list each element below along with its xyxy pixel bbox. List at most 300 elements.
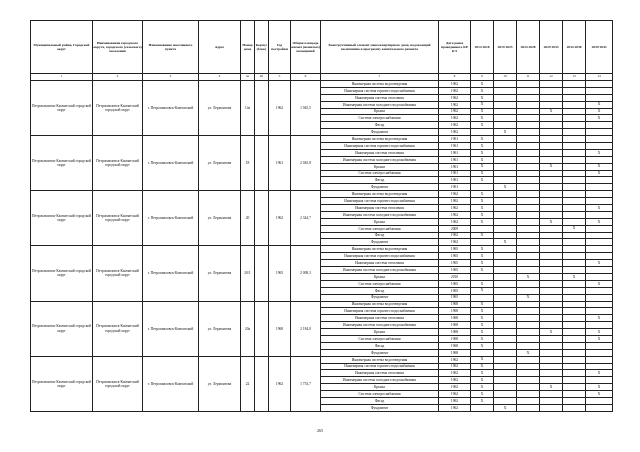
period-mark-cell: X <box>586 329 613 336</box>
period-mark-cell <box>494 322 517 329</box>
district-cell: Петропавловск-Камчатский городской округ <box>31 136 93 191</box>
period-mark-cell <box>494 335 517 342</box>
column-number: 5 <box>269 74 291 81</box>
period-mark-cell <box>563 205 586 212</box>
period-mark-cell: X <box>540 329 563 336</box>
column-header: Наименование населенного пункта <box>143 21 199 74</box>
period-mark-cell <box>517 184 540 191</box>
district-cell: Петропавловск-Камчатский городской округ <box>31 246 93 301</box>
period-mark-cell <box>494 356 517 363</box>
column-header: Адрес <box>199 21 241 74</box>
element-cell: Инженерная система холодного водоснабжения <box>321 377 439 384</box>
district-cell: Петропавловск-Камчатский городской округ <box>31 301 93 356</box>
period-mark-cell: X <box>471 81 494 88</box>
element-cell: Крыша <box>321 108 439 115</box>
period-mark-cell <box>517 384 540 391</box>
period-mark-cell <box>540 246 563 253</box>
period-mark-cell <box>586 287 613 294</box>
period-mark-cell <box>563 170 586 177</box>
repair-date-cell: 1965 <box>439 294 471 301</box>
address-cell: ул. Лермонтова <box>199 356 241 411</box>
period-mark-cell <box>517 143 540 150</box>
period-mark-cell <box>586 308 613 315</box>
municipality-cell: Петропавловск-Камчатский городской округ <box>93 81 143 136</box>
period-mark-cell <box>586 294 613 301</box>
period-mark-cell <box>517 81 540 88</box>
repair-date-cell: 1962 <box>439 198 471 205</box>
element-cell: Инженерная система водоотведения <box>321 301 439 308</box>
column-number: 1 <box>31 74 93 81</box>
column-header: Дата ранее проведенного КР КЭ <box>439 21 471 74</box>
address-cell: ул. Лермонтова <box>199 191 241 246</box>
column-header: 2019 2023 <box>494 21 517 74</box>
period-mark-cell <box>517 122 540 129</box>
period-mark-cell <box>540 122 563 129</box>
period-mark-cell: X <box>471 198 494 205</box>
period-mark-cell <box>586 363 613 370</box>
period-mark-cell <box>494 253 517 260</box>
period-mark-cell <box>540 129 563 136</box>
repair-table <box>30 20 613 412</box>
period-mark-cell: X <box>471 156 494 163</box>
period-mark-cell <box>494 232 517 239</box>
period-mark-cell <box>494 363 517 370</box>
table-row <box>31 191 613 198</box>
period-mark-cell <box>563 177 586 184</box>
repair-date-cell: 2010 <box>439 273 471 280</box>
period-mark-cell <box>494 287 517 294</box>
period-mark-cell <box>586 267 613 274</box>
column-number: 3 <box>143 74 199 81</box>
repair-date-cell: 1968 <box>439 349 471 356</box>
period-mark-cell <box>517 87 540 94</box>
address-cell: ул. Лермонтова <box>199 246 241 301</box>
period-mark-cell <box>540 170 563 177</box>
column-header: 2024 2028 <box>517 21 540 74</box>
period-mark-cell <box>494 177 517 184</box>
period-mark-cell <box>517 342 540 349</box>
period-mark-cell: X <box>471 342 494 349</box>
period-mark-cell <box>517 356 540 363</box>
repair-date-cell: 1968 <box>439 322 471 329</box>
element-cell: Инженерная система холодного водоснабжения <box>321 156 439 163</box>
period-mark-cell <box>563 335 586 342</box>
period-mark-cell <box>563 143 586 150</box>
repair-date-cell: 1968 <box>439 315 471 322</box>
period-mark-cell <box>563 315 586 322</box>
settlement-cell: г. Петропавловск-Камчатский <box>143 301 199 356</box>
capital-repair-program-table <box>30 20 612 412</box>
header-row <box>31 21 613 74</box>
municipality-cell: Петропавловск-Камчатский городской округ <box>93 136 143 191</box>
repair-date-cell: 1968 <box>439 335 471 342</box>
column-number: 11 <box>517 74 540 81</box>
table-row <box>31 246 613 253</box>
period-mark-cell <box>563 149 586 156</box>
element-cell: Инженерная система водоотведения <box>321 81 439 88</box>
repair-date-cell: 1968 <box>439 308 471 315</box>
settlement-cell: г. Петропавловск-Камчатский <box>143 136 199 191</box>
element-cell: Крыша <box>321 218 439 225</box>
address-cell: ул. Лермонтова <box>199 301 241 356</box>
period-mark-cell: X <box>517 294 540 301</box>
period-mark-cell <box>471 129 494 136</box>
period-mark-cell <box>563 211 586 218</box>
period-mark-cell <box>563 377 586 384</box>
area-cell: 2 344,7 <box>291 191 321 246</box>
element-cell: Фасад <box>321 122 439 129</box>
period-mark-cell <box>517 377 540 384</box>
period-mark-cell <box>563 108 586 115</box>
period-mark-cell: X <box>494 184 517 191</box>
period-mark-cell: X <box>471 267 494 274</box>
column-number-row <box>31 74 613 81</box>
element-cell: Фасад <box>321 232 439 239</box>
period-mark-cell <box>517 156 540 163</box>
period-mark-cell <box>563 287 586 294</box>
settlement-cell: г. Петропавловск-Камчатский <box>143 191 199 246</box>
period-mark-cell <box>563 329 586 336</box>
element-cell: Инженерная система водоотведения <box>321 136 439 143</box>
period-mark-cell <box>494 342 517 349</box>
period-mark-cell <box>517 129 540 136</box>
period-mark-cell: X <box>586 260 613 267</box>
period-mark-cell <box>471 294 494 301</box>
period-mark-cell <box>563 356 586 363</box>
period-mark-cell <box>517 363 540 370</box>
settlement-cell: г. Петропавловск-Камчатский <box>143 356 199 411</box>
period-mark-cell <box>563 363 586 370</box>
period-mark-cell <box>563 260 586 267</box>
period-mark-cell <box>586 253 613 260</box>
period-mark-cell <box>563 239 586 246</box>
period-mark-cell <box>563 191 586 198</box>
repair-date-cell: 1962 <box>439 87 471 94</box>
element-cell: Фундамент <box>321 349 439 356</box>
element-cell: Инженерная система отопления <box>321 370 439 377</box>
district-cell: Петропавловск-Камчатский городской округ <box>31 356 93 411</box>
column-header: Наименование городского округа, городского (сельского) поселения <box>93 21 143 74</box>
area-cell: 1 945,5 <box>291 81 321 136</box>
house-number-cell: 22 <box>241 356 255 411</box>
table-header <box>31 21 613 81</box>
repair-date-cell: 1962 <box>439 377 471 384</box>
repair-date-cell: 1962 <box>439 218 471 225</box>
period-mark-cell: X <box>586 115 613 122</box>
period-mark-cell <box>471 239 494 246</box>
period-mark-cell <box>563 87 586 94</box>
period-mark-cell <box>586 136 613 143</box>
period-mark-cell <box>563 198 586 205</box>
period-mark-cell <box>563 349 586 356</box>
element-cell: Инженерная система горячего водоснабжения <box>321 143 439 150</box>
element-cell: Фундамент <box>321 239 439 246</box>
address-cell: ул. Лермонтова <box>199 136 241 191</box>
repair-date-cell: 1965 <box>439 267 471 274</box>
block-cell <box>255 356 269 411</box>
period-mark-cell <box>586 211 613 218</box>
period-mark-cell <box>540 363 563 370</box>
element-cell: Фасад <box>321 177 439 184</box>
repair-date-cell: 1962 <box>439 404 471 411</box>
area-cell: 2 008,3 <box>291 246 321 301</box>
repair-date-cell: 1962 <box>439 122 471 129</box>
element-cell: Инженерная система горячего водоснабжения <box>321 87 439 94</box>
period-mark-cell <box>494 294 517 301</box>
period-mark-cell <box>540 87 563 94</box>
repair-date-cell: 1962 <box>439 108 471 115</box>
period-mark-cell <box>586 356 613 363</box>
period-mark-cell <box>494 94 517 101</box>
period-mark-cell <box>494 101 517 108</box>
period-mark-cell <box>586 377 613 384</box>
table-row <box>31 301 613 308</box>
house-number-cell: 20 <box>241 191 255 246</box>
area-cell: 2 045,8 <box>291 136 321 191</box>
period-mark-cell <box>494 301 517 308</box>
repair-date-cell: 1962 <box>439 81 471 88</box>
period-mark-cell <box>563 384 586 391</box>
period-mark-cell: X <box>586 315 613 322</box>
period-mark-cell <box>586 397 613 404</box>
period-mark-cell <box>563 163 586 170</box>
column-header: Корпус (блок) <box>255 21 269 74</box>
element-cell: Инженерная система водоотведения <box>321 246 439 253</box>
period-mark-cell <box>517 205 540 212</box>
period-mark-cell: X <box>586 218 613 225</box>
period-mark-cell: X <box>471 322 494 329</box>
period-mark-cell: X <box>540 218 563 225</box>
repair-date-cell: 1965 <box>439 280 471 287</box>
period-mark-cell <box>517 163 540 170</box>
column-number: 14 <box>586 74 613 81</box>
period-mark-cell: X <box>471 377 494 384</box>
period-mark-cell <box>563 267 586 274</box>
period-mark-cell: X <box>471 94 494 101</box>
element-cell: Фасад <box>321 397 439 404</box>
repair-date-cell: 1965 <box>439 253 471 260</box>
element-cell: Фундамент <box>321 184 439 191</box>
repair-date-cell: 1962 <box>439 239 471 246</box>
period-mark-cell: X <box>586 391 613 398</box>
period-mark-cell: X <box>471 384 494 391</box>
period-mark-cell <box>540 267 563 274</box>
period-mark-cell <box>494 198 517 205</box>
element-cell: Система электроснабжения <box>321 391 439 398</box>
period-mark-cell <box>540 225 563 232</box>
period-mark-cell <box>586 225 613 232</box>
repair-date-cell: 1962 <box>439 191 471 198</box>
element-cell: Инженерная система горячего водоснабжения <box>321 253 439 260</box>
period-mark-cell <box>586 94 613 101</box>
build-year-cell: 1961 <box>269 136 291 191</box>
period-mark-cell: X <box>471 363 494 370</box>
period-mark-cell <box>586 122 613 129</box>
element-cell: Система электроснабжения <box>321 115 439 122</box>
period-mark-cell: X <box>586 163 613 170</box>
period-mark-cell <box>471 404 494 411</box>
area-cell: 2 184,0 <box>291 301 321 356</box>
period-mark-cell <box>517 94 540 101</box>
period-mark-cell: X <box>471 232 494 239</box>
period-mark-cell <box>517 391 540 398</box>
repair-date-cell: 1962 <box>439 205 471 212</box>
repair-date-cell: 1962 <box>439 232 471 239</box>
period-mark-cell: X <box>471 122 494 129</box>
period-mark-cell <box>517 218 540 225</box>
period-mark-cell <box>563 294 586 301</box>
block-cell <box>255 136 269 191</box>
area-cell: 1 753,7 <box>291 356 321 411</box>
column-number: 8 <box>439 74 471 81</box>
period-mark-cell: X <box>586 280 613 287</box>
period-mark-cell: X <box>471 136 494 143</box>
column-number: 13 <box>563 74 586 81</box>
period-mark-cell <box>517 404 540 411</box>
period-mark-cell <box>494 218 517 225</box>
period-mark-cell <box>563 184 586 191</box>
period-mark-cell <box>586 87 613 94</box>
period-mark-cell: X <box>586 205 613 212</box>
repair-date-cell: 1961 <box>439 170 471 177</box>
period-mark-cell <box>586 301 613 308</box>
period-mark-cell <box>517 170 540 177</box>
repair-date-cell: 1962 <box>439 101 471 108</box>
period-mark-cell: X <box>586 170 613 177</box>
period-mark-cell <box>494 315 517 322</box>
period-mark-cell <box>540 156 563 163</box>
period-mark-cell <box>494 115 517 122</box>
period-mark-cell <box>586 184 613 191</box>
period-mark-cell <box>494 391 517 398</box>
repair-date-cell: 1961 <box>439 149 471 156</box>
period-mark-cell: X <box>471 211 494 218</box>
period-mark-cell <box>563 301 586 308</box>
repair-date-cell: 1965 <box>439 246 471 253</box>
period-mark-cell <box>494 260 517 267</box>
period-mark-cell <box>540 101 563 108</box>
element-cell: Инженерная система горячего водоснабжения <box>321 198 439 205</box>
period-mark-cell: X <box>471 143 494 150</box>
period-mark-cell <box>563 397 586 404</box>
period-mark-cell: X <box>517 349 540 356</box>
column-number: 2 <box>93 74 143 81</box>
house-number-cell: 14а <box>241 81 255 136</box>
period-mark-cell: X <box>494 129 517 136</box>
period-mark-cell <box>563 246 586 253</box>
period-mark-cell: X <box>586 149 613 156</box>
period-mark-cell <box>517 191 540 198</box>
element-cell: Крыша <box>321 273 439 280</box>
repair-date-cell: 1962 <box>439 370 471 377</box>
period-mark-cell: X <box>563 225 586 232</box>
period-mark-cell: X <box>471 87 494 94</box>
period-mark-cell <box>517 397 540 404</box>
element-cell: Инженерная система отопления <box>321 94 439 101</box>
column-header: 2039 2043 <box>586 21 613 74</box>
period-mark-cell: X <box>494 404 517 411</box>
period-mark-cell: X <box>471 391 494 398</box>
period-mark-cell <box>540 253 563 260</box>
municipality-cell: Петропавловск-Камчатский городской округ <box>93 246 143 301</box>
period-mark-cell <box>471 184 494 191</box>
repair-date-cell: 1961 <box>439 163 471 170</box>
period-mark-cell <box>540 94 563 101</box>
period-mark-cell <box>494 397 517 404</box>
period-mark-cell: X <box>471 260 494 267</box>
period-mark-cell: X <box>471 177 494 184</box>
block-cell <box>255 301 269 356</box>
repair-date-cell: 1962 <box>439 384 471 391</box>
element-cell: Фундамент <box>321 294 439 301</box>
element-cell: Инженерная система горячего водоснабжения <box>321 308 439 315</box>
period-mark-cell <box>517 335 540 342</box>
element-cell: Инженерная система отопления <box>321 315 439 322</box>
period-mark-cell <box>540 280 563 287</box>
period-mark-cell: X <box>471 397 494 404</box>
period-mark-cell <box>494 384 517 391</box>
period-mark-cell <box>586 404 613 411</box>
period-mark-cell <box>494 377 517 384</box>
build-year-cell: 1962 <box>269 81 291 136</box>
period-mark-cell: X <box>586 335 613 342</box>
period-mark-cell: X <box>471 170 494 177</box>
period-mark-cell <box>494 163 517 170</box>
period-mark-cell <box>517 280 540 287</box>
period-mark-cell <box>563 322 586 329</box>
period-mark-cell <box>540 260 563 267</box>
period-mark-cell <box>540 177 563 184</box>
element-cell: Инженерная система холодного водоснабжения <box>321 322 439 329</box>
period-mark-cell <box>540 391 563 398</box>
period-mark-cell <box>494 211 517 218</box>
repair-date-cell: 1962 <box>439 397 471 404</box>
period-mark-cell <box>563 232 586 239</box>
column-number: 9 <box>471 74 494 81</box>
column-header: 2034 2038 <box>563 21 586 74</box>
element-cell: Инженерная система холодного водоснабжения <box>321 211 439 218</box>
build-year-cell: 1962 <box>269 356 291 411</box>
period-mark-cell <box>517 287 540 294</box>
period-mark-cell <box>494 308 517 315</box>
period-mark-cell <box>517 370 540 377</box>
period-mark-cell <box>540 356 563 363</box>
element-cell: Крыша <box>321 329 439 336</box>
element-cell: Инженерная система отопления <box>321 260 439 267</box>
column-number: 4а <box>241 74 255 81</box>
period-mark-cell <box>494 225 517 232</box>
period-mark-cell <box>517 108 540 115</box>
table-row <box>31 356 613 363</box>
element-cell: Крыша <box>321 163 439 170</box>
period-mark-cell <box>494 349 517 356</box>
period-mark-cell <box>540 315 563 322</box>
element-cell: Инженерная система отопления <box>321 149 439 156</box>
period-mark-cell: X <box>540 108 563 115</box>
repair-date-cell: 1962 <box>439 94 471 101</box>
period-mark-cell: X <box>471 191 494 198</box>
period-mark-cell <box>471 225 494 232</box>
period-mark-cell: X <box>471 301 494 308</box>
period-mark-cell <box>586 342 613 349</box>
period-mark-cell <box>517 239 540 246</box>
block-cell <box>255 191 269 246</box>
period-mark-cell <box>517 315 540 322</box>
table-body <box>31 81 613 412</box>
period-mark-cell: X <box>586 101 613 108</box>
repair-date-cell: 1961 <box>439 136 471 143</box>
period-mark-cell <box>540 370 563 377</box>
